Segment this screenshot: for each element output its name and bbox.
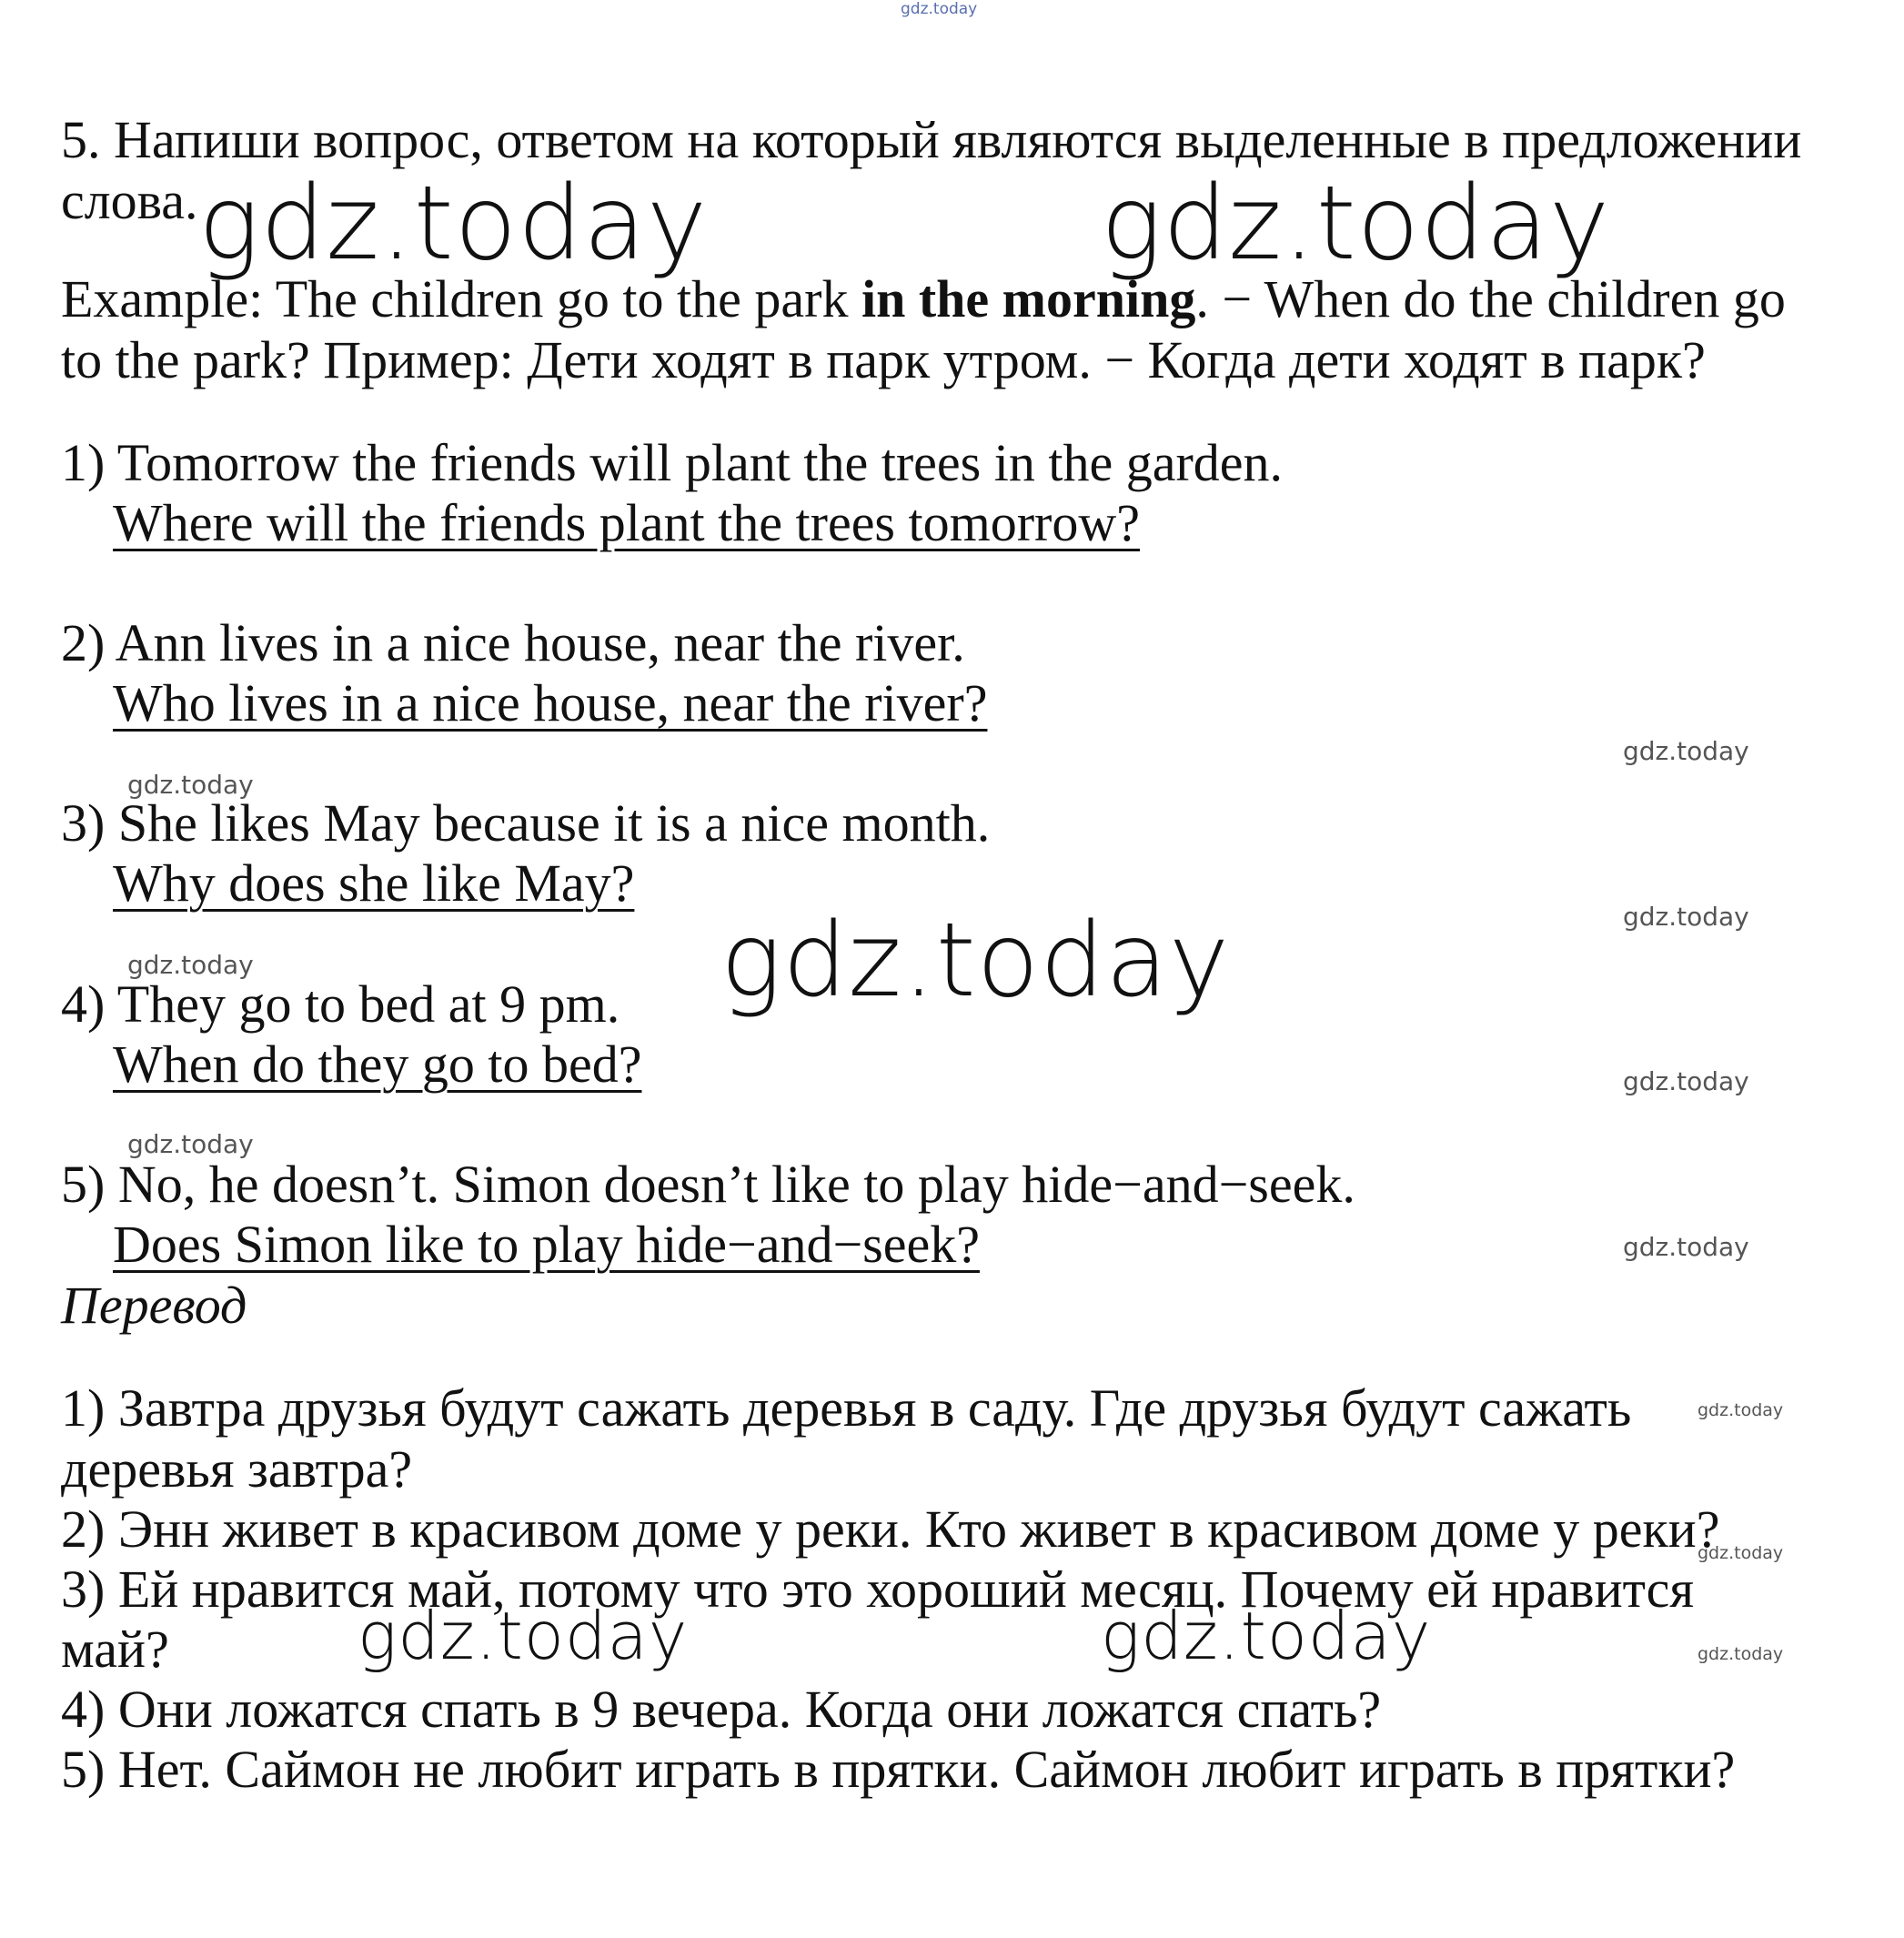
example-line-2: to the park? Пример: Дети ходят в парк утром. − Когда дети ходят в парк? xyxy=(61,330,1706,389)
watermark-large: gdz.today xyxy=(198,165,709,283)
item-sentence: 5) No, he doesn’t. Simon doesn’t like to play hide−and−seek. xyxy=(61,1155,1355,1214)
watermark-medium: gdz.today xyxy=(358,1598,689,1674)
translation-line: 1) Завтра друзья будут сажать деревья в саду. Где друзья будут сажать xyxy=(61,1378,1632,1438)
watermark-small: gdz.today xyxy=(1623,736,1749,766)
watermark-small: gdz.today xyxy=(127,950,254,980)
example-line xyxy=(61,269,1786,328)
watermark-small: gdz.today xyxy=(1623,902,1749,932)
example-prefix: Example: The children go to the park xyxy=(61,269,861,328)
translation-line: 5) Нет. Саймон не любит играть в прятки. Саймон любит играть в прятки? xyxy=(61,1740,1736,1799)
translation-line: 2) Энн живет в красивом доме у реки. Кто живет в красивом доме у реки? xyxy=(61,1499,1720,1559)
watermark-large: gdz.today xyxy=(1101,165,1611,283)
watermark-tiny: gdz.today xyxy=(1697,1400,1784,1420)
translation-line: 3) Ей нравится май, потому что это хороший месяц. Почему ей нравится xyxy=(61,1559,1695,1619)
watermark-small: gdz.today xyxy=(127,1129,254,1159)
item-sentence: 1) Tomorrow the friends will plant the trees in the garden. xyxy=(61,433,1284,492)
task-instruction: 5. Напиши вопрос, ответом на который являются выделенные в предложении xyxy=(61,110,1802,169)
watermark-small: gdz.today xyxy=(1623,1232,1749,1262)
watermark-tiny: gdz.today xyxy=(1697,1644,1784,1664)
item-sentence: 2) Ann lives in a nice house, near the river. xyxy=(61,613,965,672)
item-answer: Does Simon like to play hide−and−seek? xyxy=(113,1215,980,1274)
example-suffix: . − When do the children go xyxy=(1195,269,1786,328)
translation-line: 4) Они ложатся спать в 9 вечера. Когда они ложатся спать? xyxy=(61,1680,1382,1739)
example-highlight: in the morning xyxy=(861,269,1196,328)
task-instruction-cont: слова. xyxy=(61,171,198,230)
watermark-tiny: gdz.today xyxy=(1697,1543,1784,1563)
translation-heading: Перевод xyxy=(61,1276,247,1335)
item-answer: When do they go to bed? xyxy=(113,1035,642,1094)
item-answer: Why does she like May? xyxy=(113,853,635,913)
item-answer: Who lives in a nice house, near the river? xyxy=(113,673,988,732)
watermark-small: gdz.today xyxy=(1623,1066,1749,1096)
watermark-large: gdz.today xyxy=(720,902,1231,1020)
translation-line: деревья завтра? xyxy=(61,1439,413,1499)
item-answer: Where will the friends plant the trees tomorrow? xyxy=(113,493,1140,552)
watermark-small: gdz.today xyxy=(127,770,254,800)
item-sentence: 3) She likes May because it is a nice month. xyxy=(61,793,991,853)
translation-line: май? xyxy=(61,1620,169,1679)
watermark-medium: gdz.today xyxy=(1101,1598,1432,1674)
item-sentence: 4) They go to bed at 9 pm. xyxy=(61,974,620,1034)
watermark-top: gdz.today xyxy=(901,0,978,18)
